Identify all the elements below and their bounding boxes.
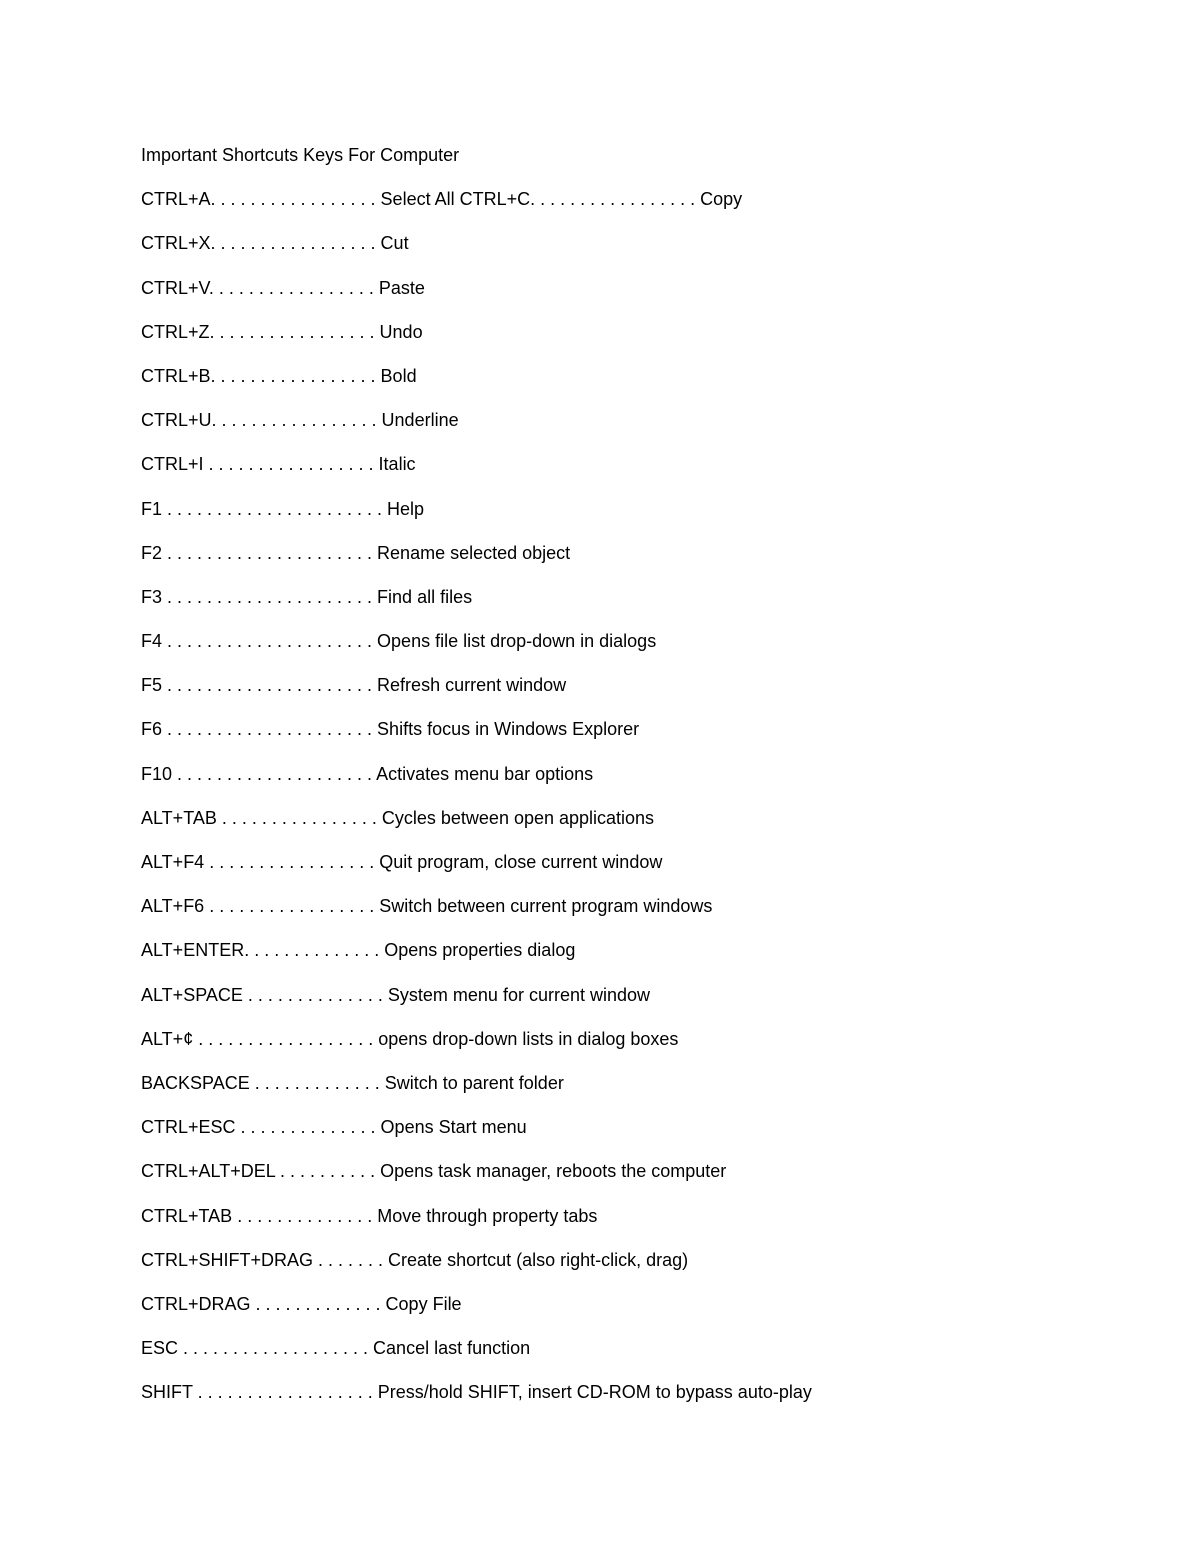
document-title: Important Shortcuts Keys For Computer (141, 145, 460, 165)
shortcut-line: CTRL+V. . . . . . . . . . . . . . . . . Paste (141, 277, 425, 298)
shortcut-line: CTRL+A. . . . . . . . . . . . . . . . . Select All CTRL+C. . . . . . . . . . . . . . . . . Copy (141, 189, 743, 210)
shortcut-line: CTRL+B. . . . . . . . . . . . . . . . . Bold (141, 365, 417, 386)
shortcut-line: CTRL+DRAG . . . . . . . . . . . . . Copy File (141, 1293, 462, 1314)
shortcut-line: F4 . . . . . . . . . . . . . . . . . . . . . Opens file list drop-down in dialogs (141, 631, 657, 652)
shortcut-line: SHIFT . . . . . . . . . . . . . . . . . . Press/hold SHIFT, insert CD-ROM to bypass auto-play (141, 1382, 812, 1403)
shortcut-line: CTRL+ESC . . . . . . . . . . . . . . Opens Start menu (141, 1117, 527, 1138)
shortcut-line: CTRL+I . . . . . . . . . . . . . . . . . Italic (141, 454, 416, 475)
shortcut-line: F3 . . . . . . . . . . . . . . . . . . . . . Find all files (141, 586, 473, 607)
shortcut-line: CTRL+SHIFT+DRAG . . . . . . . Create shortcut (also right-click, drag) (141, 1249, 689, 1270)
shortcut-line: ALT+F6 . . . . . . . . . . . . . . . . . Switch between current program windows (141, 896, 713, 917)
shortcut-line: ALT+SPACE . . . . . . . . . . . . . . System menu for current window (141, 984, 651, 1005)
shortcut-line: ALT+F4 . . . . . . . . . . . . . . . . . Quit program, close current window (141, 852, 663, 872)
shortcut-line: BACKSPACE . . . . . . . . . . . . . Switch to parent folder (141, 1072, 564, 1093)
shortcut-line: F1 . . . . . . . . . . . . . . . . . . . . . . Help (141, 498, 425, 519)
shortcut-line: F6 . . . . . . . . . . . . . . . . . . . . . Shifts focus in Windows Explorer (141, 719, 640, 740)
shortcut-line: CTRL+Z. . . . . . . . . . . . . . . . . Undo (141, 321, 423, 342)
shortcut-line: CTRL+ALT+DEL . . . . . . . . . . Opens task manager, reboots the computer (141, 1161, 727, 1182)
shortcut-line: ALT+ENTER. . . . . . . . . . . . . . Opens properties dialog (141, 940, 576, 961)
shortcut-line: CTRL+X. . . . . . . . . . . . . . . . . Cut (141, 233, 409, 254)
shortcut-line: CTRL+U. . . . . . . . . . . . . . . . . Underline (141, 410, 459, 431)
shortcut-line: ESC . . . . . . . . . . . . . . . . . . . Cancel last function (141, 1338, 531, 1359)
shortcut-line: F2 . . . . . . . . . . . . . . . . . . . . . Rename selected object (141, 542, 571, 563)
shortcut-line: ALT+TAB . . . . . . . . . . . . . . . . Cycles between open applications (141, 807, 655, 828)
shortcut-line: F10 . . . . . . . . . . . . . . . . . . . . Activates menu bar options (141, 763, 594, 784)
shortcut-line: CTRL+TAB . . . . . . . . . . . . . . Move through property tabs (141, 1205, 598, 1226)
shortcut-line: ALT+¢ . . . . . . . . . . . . . . . . . . opens drop-down lists in dialog boxes (141, 1028, 679, 1049)
shortcut-line: F5 . . . . . . . . . . . . . . . . . . . . . Refresh current window (141, 675, 567, 696)
document-content (141, 142, 1101, 1423)
